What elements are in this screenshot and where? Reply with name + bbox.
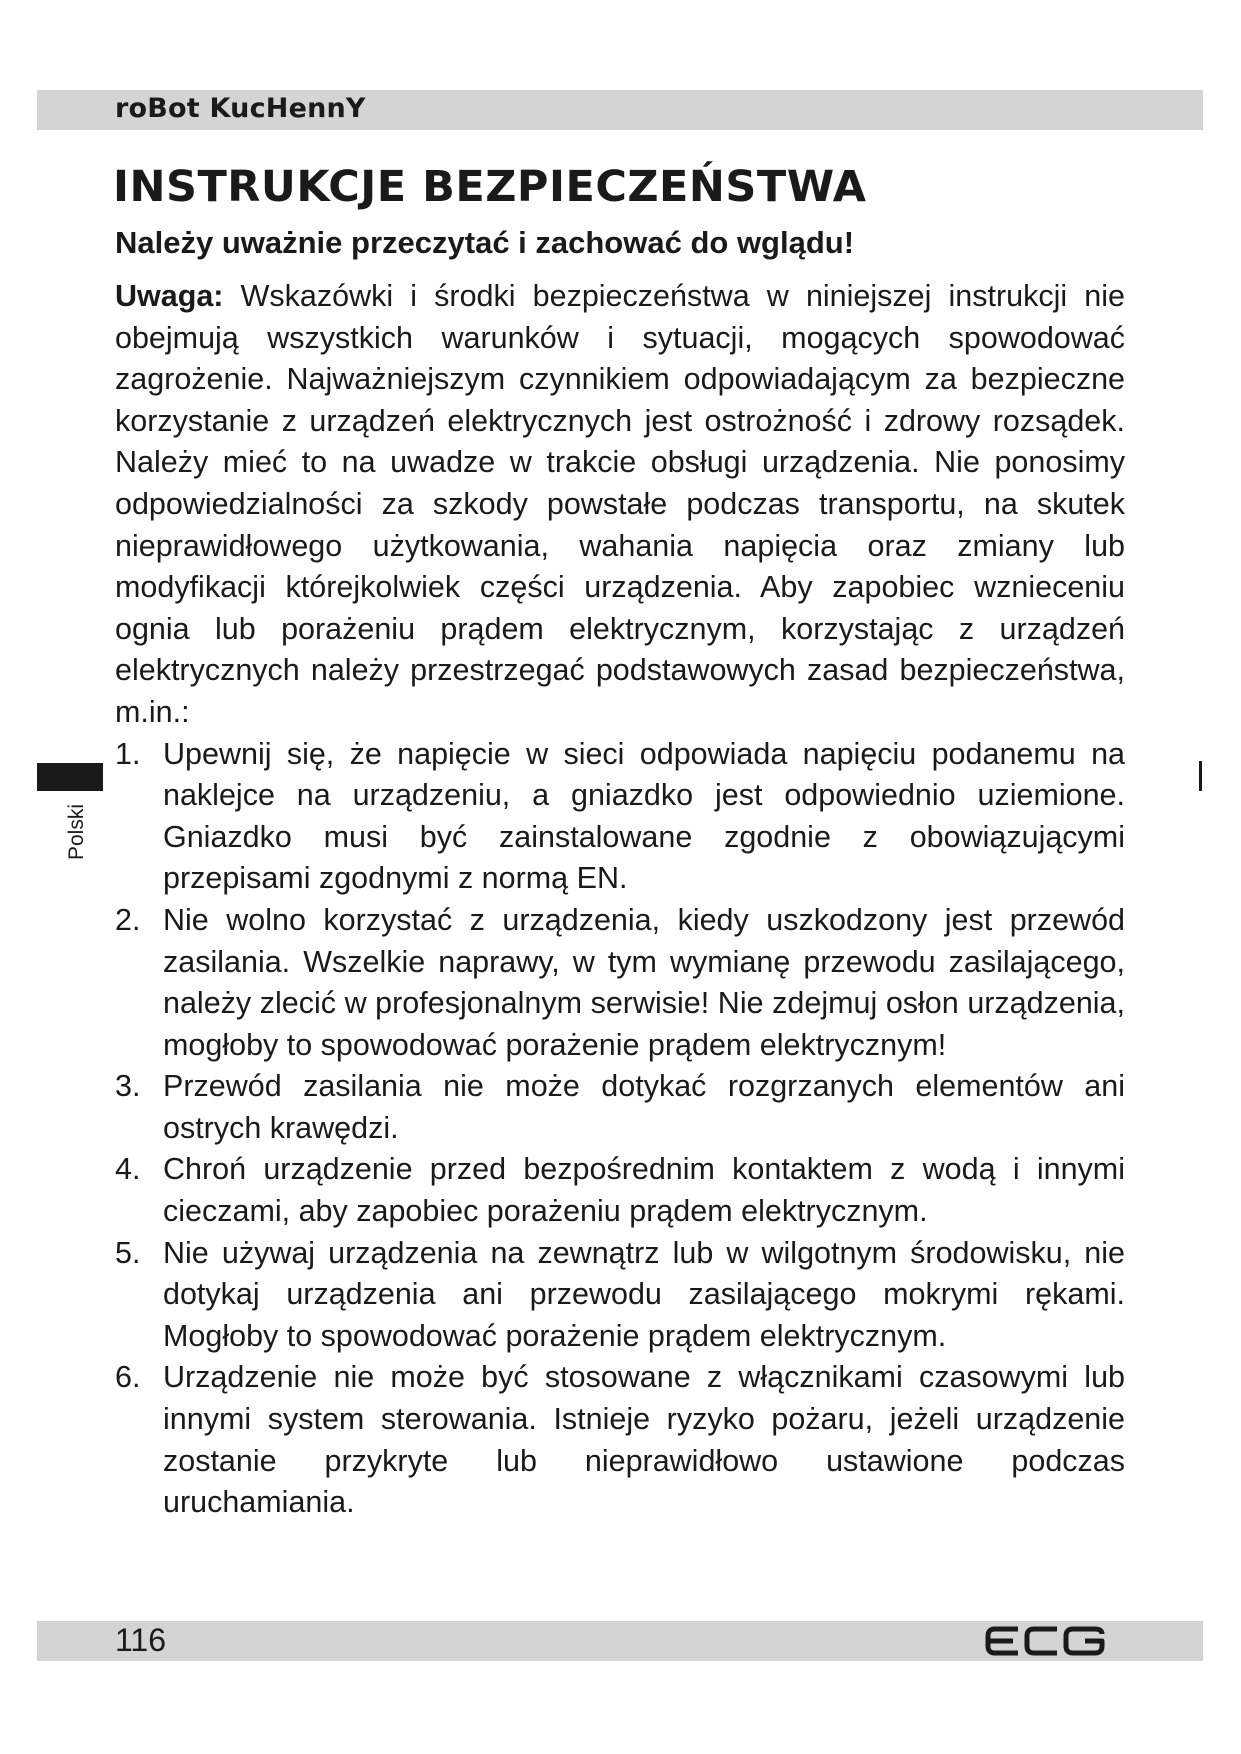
page-edge-mark — [1199, 761, 1202, 791]
intro-text: Wskazówki i środki bezpieczeństwa w niniejszej instrukcji nie obejmują wszystkich warunków i sytuacji, mogących spowodować zagrożenie. Najważniejszym czynnikiem odpowiadającym za bezpieczne korzystanie z urządzeń elektrycznych jest ostrożność i zdrowy rozsądek. Należy mieć to na uwadze w trakcie obsługi urządzenia. Nie ponosimy odpowiedzialności za szkody powstałe podczas transportu, na skutek nieprawidłowego użytkowania, wahania napięcia oraz zmiany lub modyfikacji którejkolwiek części urządzenia. Aby zapobiec wznieceniu ognia lub porażeniu prądem elektrycznym, korzystając z urządzeń elektrycznych należy przestrzegać podstawowych zasad bezpieczeństwa, m.in.: — [115, 279, 1125, 729]
list-item-text: Nie wolno korzystać z urządzenia, kiedy uszkodzony jest przewód zasilania. Wszelkie naprawy, w tym wymianę przewodu zasilającego, należy zlecić w profesjonalnym serwisie! Nie zdejmuj osłon urządzenia, mogłoby to spowodować porażenie prądem elektrycznym! — [163, 902, 1125, 1062]
list-item — [115, 1357, 1125, 1523]
list-item-number: 5. — [115, 1235, 141, 1270]
list-item-text: Nie używaj urządzenia na zewnątrz lub w wilgotnym środowisku, nie dotykaj urządzenia ani przewodu zasilającego mokrymi rękami. Mogłoby to spowodować porażenie prądem elektrycznym. — [163, 1235, 1125, 1353]
list-item-text: Upewnij się, że napięcie w sieci odpowiada napięciu podanemu na naklejce na urządzeniu, a gniazdko jest odpowiednio uziemione. Gniazdko musi być zainstalowane zgodnie z obowiązującymi przepisami zgodnymi z normą EN. — [163, 736, 1125, 896]
list-item — [115, 1149, 1125, 1232]
list-item — [115, 1066, 1125, 1149]
intro-label: Uwaga: — [115, 279, 224, 313]
list-item-text: Urządzenie nie może być stosowane z włącznikami czasowymi lub innymi system sterowania. Istnieje ryzyko pożaru, jeżeli urządzenie zostanie przykryte lub nieprawidłowo ustawione podczas uruchamiania. — [163, 1360, 1125, 1520]
intro-paragraph — [115, 276, 1125, 734]
list-item-text: Chroń urządzenie przed bezpośrednim kontaktem z wodą i innymi cieczami, aby zapobiec porażeniu prądem elektrycznym. — [163, 1152, 1125, 1229]
page-title: INSTRUKCJE BEZPIECZEŃSTWA — [113, 162, 867, 212]
page-subtitle: Należy uważnie przeczytać i zachować do wglądu! — [115, 225, 855, 260]
language-tab-label: Polski — [65, 803, 88, 861]
ecg-logo — [985, 1626, 1105, 1656]
list-item-number: 6. — [115, 1360, 141, 1395]
list-item-number: 2. — [115, 902, 141, 937]
list-item-number: 3. — [115, 1069, 141, 1104]
list-item — [115, 734, 1125, 900]
list-item-text: Przewód zasilania nie może dotykać rozgrzanych elementów ani ostrych krawędzi. — [163, 1069, 1125, 1145]
list-item — [115, 1233, 1125, 1358]
list-item-number: 4. — [115, 1152, 141, 1187]
ecg-logo-icon — [985, 1626, 1105, 1656]
main-content — [115, 276, 1125, 1524]
header-title: roBot KucHennY — [115, 93, 366, 124]
language-tab-marker — [37, 763, 103, 791]
page-number: 116 — [115, 1622, 167, 1658]
list-item — [115, 900, 1125, 1066]
safety-rules-list — [115, 734, 1125, 1524]
list-item-number: 1. — [115, 736, 141, 771]
